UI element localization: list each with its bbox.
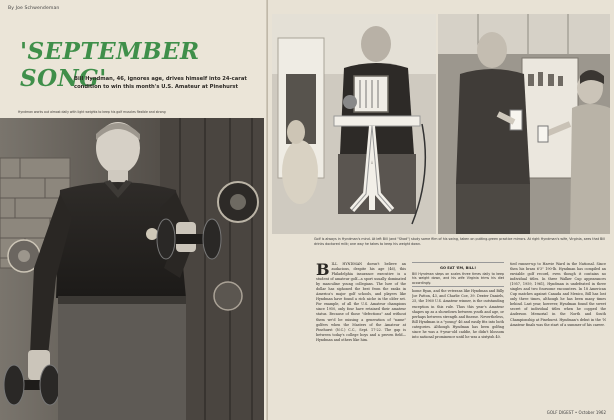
caption-right: Golf is always in Hyndman's mind. At left Bill (and "Shad") study some film of his swing, taken on putting-green practice mirrors. At right Hyndman's wife, Virginia, sees that Bill drinks doctored milk; one way he takes to keep his weight down.	[314, 237, 606, 246]
body-column-1	[316, 262, 406, 412]
body-column-2	[412, 262, 504, 412]
caption-left: Hyndman works out almost daily with light weights to keep his golf muscles flexible and strong	[18, 110, 166, 114]
body-text-col2: home Ryan, and the veterans like Hyndman and Billy Joe Patton, 43, and Charlie Coe, 39. Dexter Daniels, 25, the 1960 U.S. Amateur winner, is the outstanding exception in this rule. Thus this year's Amateur shapes up as a showdown between youth and age, or perhaps between strength and finesse. Nevertheless, Bill Hyndman is a "young" 46 and easily fits into both categories. Although Hyndman has been golfing since he was a 9-year-old caddie, he didn't blossom into national prominence until he was a sixtyish 40.	[412, 289, 504, 339]
headline: 'SEPTEMBER SONG'	[20, 38, 200, 92]
photo-weightlifting	[0, 118, 264, 420]
body-column-3	[510, 262, 606, 412]
left-page	[0, 0, 268, 420]
photo-film-viewer	[272, 14, 436, 234]
deck: Bill Hyndman, 46, ignores age, drives himself into 24-carat condition to win this month's U.S. Amateur at Pinehurst	[74, 76, 247, 90]
sidebar-title: GO EAT 'EM, BILL!	[440, 266, 476, 270]
byline: By Joe Schwendeman	[8, 6, 60, 11]
photo-kitchen	[438, 14, 610, 234]
body-text-col1: ILL HYNDMAN doesn't believe an audacious, despite his age (46), this Philadelphia insurance executive is a student of amateur golf—a sport usually dominated by masculine young collegians. The lure of the dollar has siphoned the best from the ranks in America's major golf schools, and players like Hyndman have found a rich niche in the older set. For example, of all the U.S. Amateur champions since 1950, only four have retained their amateur status. Because of those "defections" and without them we'd be missing a generation of "name" golfers when the Masters of the Amateur at Pinehurst (N.C.) C.C., Sept. 17-22. The gap is between today's college boys and a proven field—Hyndman and others like him.	[316, 262, 406, 342]
sidebar-callout	[412, 262, 504, 287]
folio: GOLF DIGEST • October 1962	[546, 410, 606, 415]
sidebar-text: Bill Hyndman steps on scales three times daily to keep his weight down, and his wife Virginia trims his diet accordingly.	[412, 271, 504, 285]
body-text-col3: tied runner-up to Harvie Ward in the National. Since then his brass 6'3" 190-lb. Hyndman has compiled an enviable golf record, even though it contains no individual titles. In three Walker Cup appearances (1957, 1959, 1961), Hyndman is undefeated in three singles and two foursome encounters. In 18 American Cup matches against Canada and Mexico, Bill has lost only three times, although he has been many times behind. Last year, however, Hyndman found the sweet secret of individual titles when he copped the Anderson Memorial in the North and South Championship at Pinehurst. Hyndman's debut in the 'N Amateur finals was the start of a summer of his career.	[510, 262, 606, 327]
drop-cap: B	[316, 262, 330, 279]
